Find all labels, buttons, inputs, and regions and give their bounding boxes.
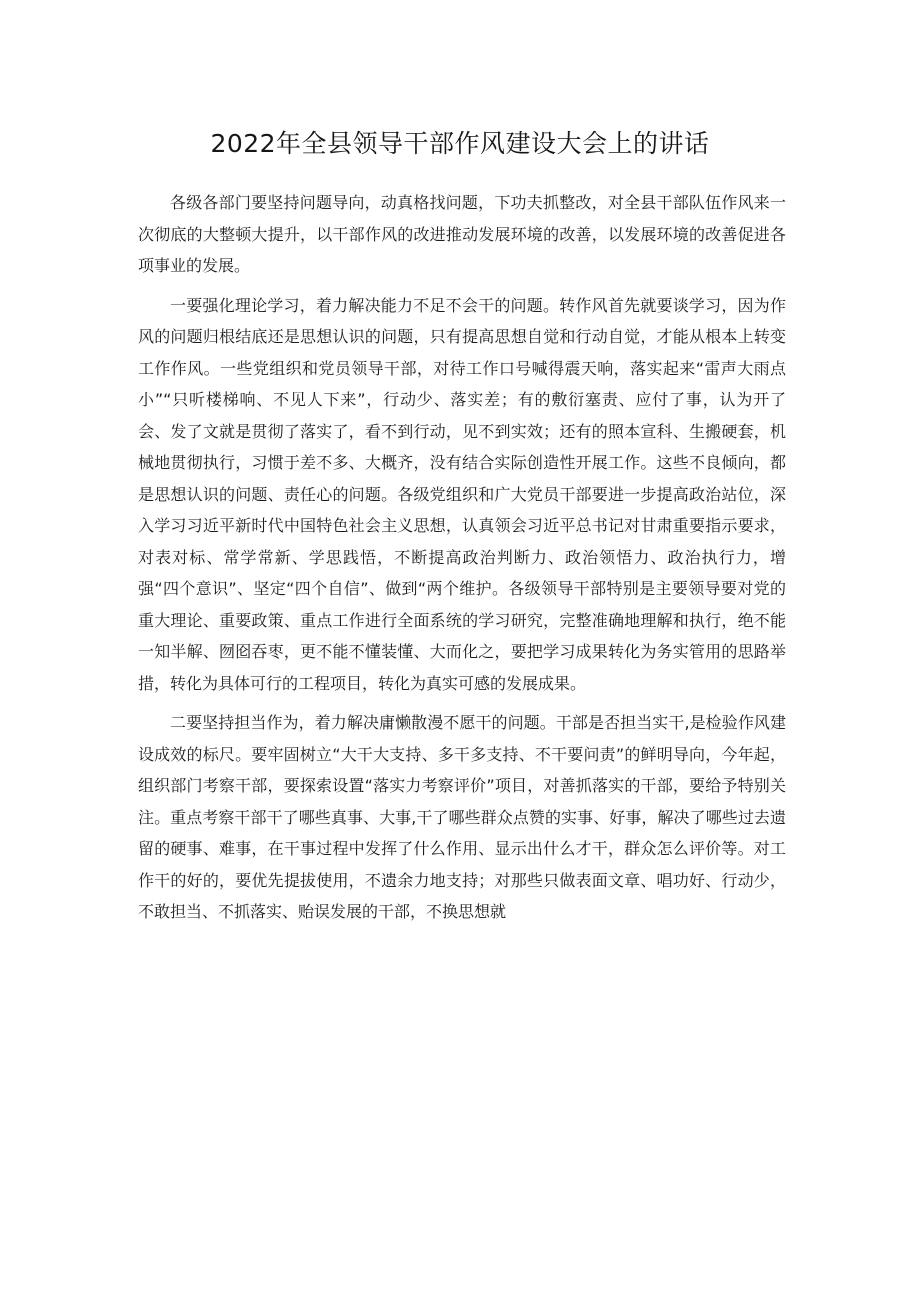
paragraph-theory-study: 一要强化理论学习，着力解决能力不足不会干的问题。转作风首先就要谈学习，因为作风的问题归根结底还是思想认识的问题，只有提高思想自觉和行动自觉，才能从根本上转变工作作风。一些党组织和党员领导干部，对待工作口号喊得震天响，落实起来“雷声大雨点小”“只听楼梯响、不见人下来”，行动少、落实差；有的敷衍塞责、应付了事，认为开了会、发了文就是贯彻了落实了，看不到行动，见不到实效；还有的照本宣科、生搬硬套，机械地贯彻执行，习惯于差不多、大概齐，没有结合实际创造性开展工作。这些不良倾向，都是思想认识的问题、责任心的问题。各级党组织和广大党员干部要进一步提高政治站位，深入学习习近平新时代中国特色社会主义思想，认真领会习近平总书记对甘肃重要指示要求，对表对标、常学常新、学思践悟，不断提高政治判断力、政治领悟力、政治执行力，增强“四个意识”、坚定“四个自信”、做到“两个维护。各级领导干部特别是主要领导要对党的重大理论、重要政策、重点工作进行全面系统的学习研究，完整准确地理解和执行，绝不能一知半解、囫囵吞枣，更不能不懂装懂、大而化之，要把学习成果转化为务实管用的思路举措，转化为具体可行的工程项目，转化为真实可感的发展成果。 [138, 295, 786, 693]
document-title: 2022年全县领导干部作风建设大会上的讲话 [210, 129, 710, 158]
paragraph-intro: 各级各部门要坚持问题导向，动真格找问题，下功夫抓整改，对全县干部队伍作风来一次彻底的大整顿大提升，以干部作风的改进推动发展环境的改善，以发展环境的改善促进各项事业的发展。 [138, 193, 786, 275]
document-body [138, 187, 786, 936]
paragraph-responsibility: 二要坚持担当作为，着力解决庸懒散漫不愿干的问题。干部是否担当实干,是检验作风建设成效的标尺。要牢固树立“大干大支持、多干多支持、不干要问责”的鲜明导向，今年起，组织部门考察干部，要探索设置“落实力考察评价”项目，对善抓落实的干部，要给予特别关注。重点考察干部干了哪些真事、大事,干了哪些群众点赞的实事、好事，解决了哪些过去遗留的硬事、难事，在干事过程中发挥了什么作用、显示出什么才干，群众怎么评价等。对工作干的好的，要优先提拔使用，不遗余力地支持；对那些只做表面文章、唱功好、行动少，不敢担当、不抓落实、贻误发展的干部，不换思想就 [138, 713, 786, 921]
